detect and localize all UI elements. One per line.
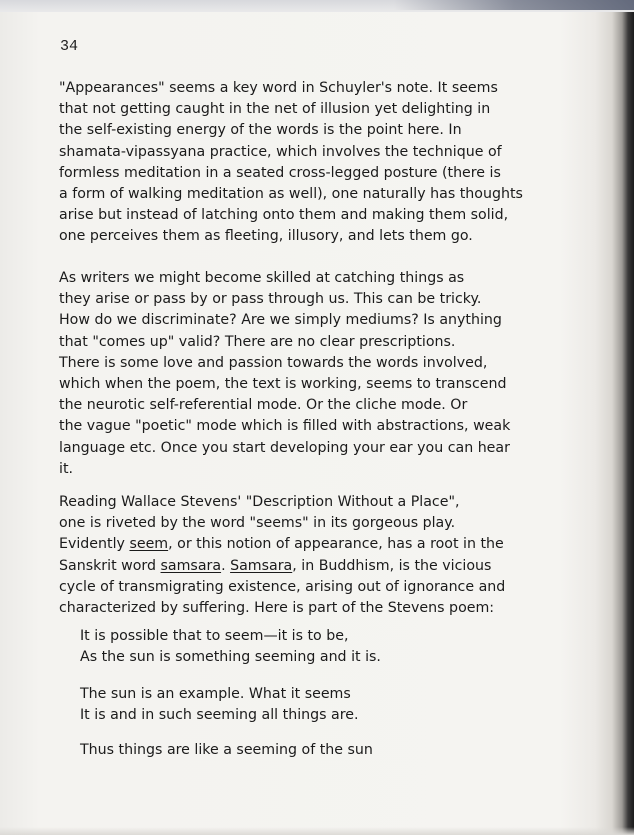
poem-line: Thus things are like a seeming of the sun (80, 742, 373, 758)
text-run: , or this notion of appearance, has a root in the (168, 536, 504, 553)
text-line: characterized by suffering. Here is part of the Stevens poem: (59, 599, 495, 616)
text-line: As writers we might become skilled at catching things as (59, 270, 465, 286)
underlined-word-samsara-capitalized: Samsara (230, 557, 293, 574)
text-line: language etc. Once you start developing your ear you can hear (59, 439, 510, 456)
text-line: a form of walking meditation as well), one naturally has thoughts (59, 185, 523, 202)
page-bottom-edge (0, 827, 634, 835)
underlined-word-seem: seem (129, 536, 169, 553)
text-line: the neurotic self-referential mode. Or the cliche mode. Or (59, 397, 468, 414)
text-line: formless meditation in a seated cross-legged posture (there is (59, 164, 501, 181)
text-run: Sanskrit word (59, 557, 161, 574)
text-line: the self-existing energy of the words is the point here. In (59, 122, 462, 139)
text-line: How do we discriminate? Are we simply mediums? Is anything (59, 312, 502, 329)
underlined-word-samsara: samsara (160, 557, 222, 574)
poem-stanza-1 (80, 626, 381, 668)
poem-line: As the sun is something seeming and it is. (80, 649, 381, 666)
poem-stanza-2 (80, 684, 359, 726)
page-top-edge (0, 0, 634, 12)
text-run: . (221, 557, 231, 574)
text-line: shamata-vipassyana practice, which involves the technique of (59, 143, 502, 160)
text-line: Reading Wallace Stevens' "Description Without a Place", (59, 494, 460, 510)
text-run: , in Buddhism, is the vicious (292, 557, 492, 574)
paragraph-3 (59, 492, 619, 619)
poem-line: It is possible that to seem—it is to be, (80, 628, 349, 644)
text-line (59, 534, 619, 555)
page-number: 34 (60, 38, 79, 55)
text-line: arise but instead of latching onto them and making them solid, (59, 207, 509, 224)
text-line: which when the poem, the text is working, seems to transcend (59, 375, 507, 392)
poem-line: It is and in such seeming all things are. (80, 707, 359, 724)
poem-line: The sun is an example. What it seems (80, 686, 351, 702)
text-line: There is some love and passion towards the words involved, (59, 354, 488, 371)
text-line: cycle of transmigrating existence, arising out of ignorance and (59, 578, 506, 595)
text-line: that "comes up" valid? There are no clear prescriptions. (59, 333, 456, 350)
text-line: the vague "poetic" mode which is filled with abstractions, weak (59, 418, 511, 435)
text-line: one is riveted by the word "seems" in its gorgeous play. (59, 515, 456, 532)
text-line: that not getting caught in the net of illusion yet delighting in (59, 101, 491, 118)
text-line: it. (59, 460, 74, 477)
poem-stanza-3 (80, 740, 373, 761)
paragraph-1 (59, 78, 619, 248)
text-line: they arise or pass by or pass through us. This can be tricky. (59, 291, 482, 308)
text-line (59, 556, 619, 577)
text-line: one perceives them as fleeting, illusory, and lets them go. (59, 228, 473, 245)
text-run: Evidently (59, 536, 130, 553)
text-line: "Appearances" seems a key word in Schuyler's note. It seems (59, 80, 498, 96)
paragraph-2 (59, 268, 619, 480)
